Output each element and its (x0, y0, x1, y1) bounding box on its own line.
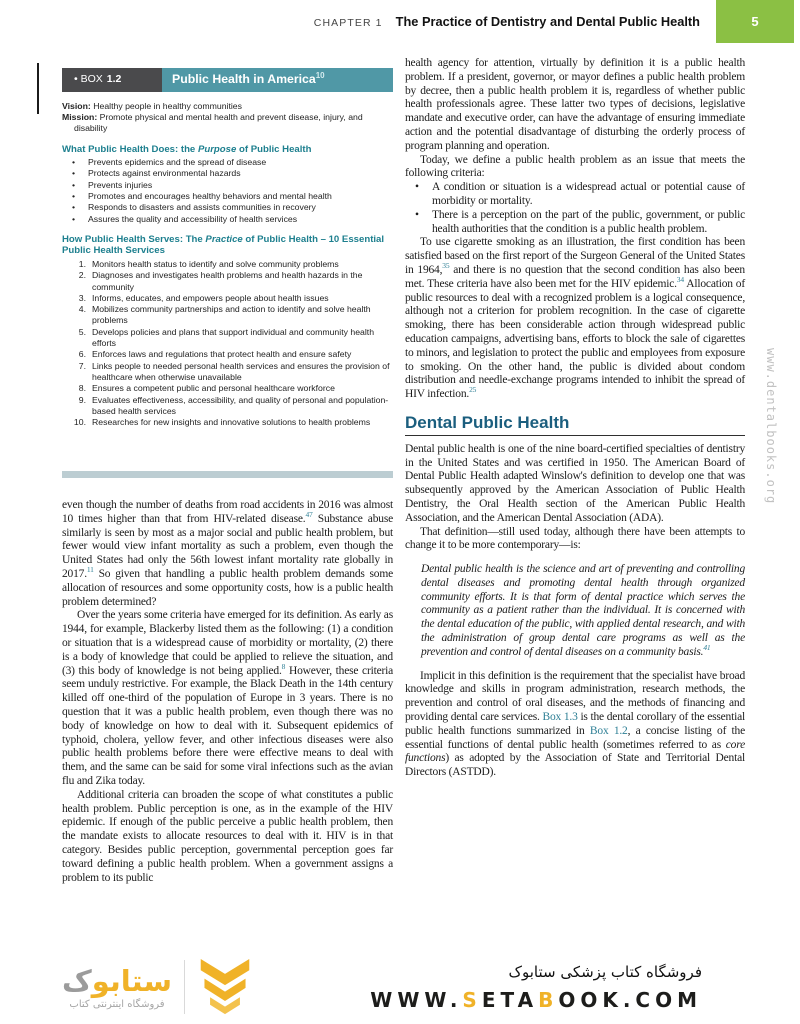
essential-service-item: Links people to needed personal health services and ensures the provision of healthcare when otherwise unavailable (92, 360, 390, 382)
text-segment: Substance abuse similarly is seen by most as a major social and public health problem, but fewer would view infant mortality as such a problem, even though the United States had only the 56th lowest infant mortality rate globally in 2017. (62, 512, 393, 580)
paragraph (405, 526, 745, 554)
text-segment: Today, we define a public health problem as an issue that meets the following criteria: (405, 153, 745, 180)
text-segment: 11 (86, 565, 94, 575)
chapter-title: The Practice of Dentistry and Dental Public Health (395, 14, 700, 29)
text-segment: B (538, 988, 559, 1012)
text-segment: , a concise listing of the essential functions of dental public health (sometimes referred to as (405, 724, 745, 751)
text-segment: To use cigarette smoking as an illustration, the first condition has been satisfied based on the first report of the Surgeon General of the United States in 1964, (405, 236, 745, 276)
text-segment: ستابو (91, 963, 173, 998)
site-url (370, 988, 702, 1012)
paragraph (405, 670, 745, 780)
box-header (62, 68, 393, 92)
text-segment: 34 (676, 274, 684, 284)
footer (0, 952, 800, 1024)
setabook-brand (62, 956, 253, 1018)
text-segment: even though the number of deaths from road accidents in 2016 was almost 10 times higher than that from HIV-related disease. (62, 499, 393, 525)
mission-label: Mission: (62, 112, 98, 123)
text-segment: Implicit in this definition is the requirement that the specialist have broad knowledge and skills in program administration, research methods, the prevention and control of oral diseases, and the methods of financing and providing dental care services. (405, 669, 745, 724)
essential-service-item: Researches for new insights and innovative solutions to health problems (92, 417, 371, 428)
essential-service-item: Evaluates effectiveness, accessibility, and quality of personal and population-based health services (92, 394, 389, 416)
text-segment: 25 (469, 385, 477, 395)
purpose-bullet-item: • Protects against environmental hazards (88, 168, 393, 179)
box-subheading-purpose (62, 144, 393, 156)
text-segment: However, these criteria seem unduly restrictive. For example, the Black Death in the 14th century killed off one-third of the population of Europe in 3 years. There is no question that it was a public health problem, even though there was no body of knowledge on how to deal with it. Subsequent epidemics of typhoid, cholera, yellow fever, and other infectious diseases were also public health problems before there were effective means to deal with them, and the same can be said for some viral infections such as the avian flu and Zika today. (62, 664, 393, 787)
box-title (162, 68, 393, 92)
essential-service-item: Enforces laws and regulations that protect health and ensure safety (92, 349, 352, 360)
box-label (62, 68, 162, 92)
site-name-persian: فروشگاه کتاب پزشکی ستابوک (508, 963, 702, 981)
setabook-logo-subtitle: فروشگاه اینترنتی کتاب (69, 998, 165, 1010)
paragraph (62, 609, 393, 788)
essential-services-list (62, 259, 393, 428)
site-text-block (370, 963, 702, 1012)
criteria-bullet-item: • A condition or situation is a widespread actual or potential cause of morbidity or mortality. (432, 181, 745, 209)
section-heading-rule (405, 435, 745, 436)
box-label-number: 1.2 (106, 73, 122, 85)
right-column-text-last (405, 670, 745, 780)
text-segment: of Public Health (236, 143, 312, 155)
text-segment: 41 (703, 643, 711, 653)
mission-line (62, 112, 393, 135)
watermark-url: www.dentalbooks.org (764, 348, 778, 505)
essential-service-item: Diagnoses and investigates health problems and health hazards in the community (92, 270, 363, 292)
essential-service-item: Informs, educates, and empowers people about health issues (92, 292, 329, 303)
box-subheading-practice (62, 234, 393, 257)
box-1-2 (62, 68, 393, 478)
box-title-text: Public Health in America (172, 72, 316, 86)
right-column-text-mid (405, 236, 745, 402)
mission-text: Promote physical and mental health and prevent disease, injury, and disability (74, 112, 363, 134)
criteria-bullet-item: • There is a perception on the part of the public, government, or public health authorities that the condition is a public health problem. (432, 209, 745, 237)
vision-text: Healthy people in healthy communities (93, 100, 242, 111)
essential-service-item: Mobilizes community partnerships and action to identify and solve health problems (92, 304, 371, 326)
text-segment: WWW. (370, 988, 463, 1012)
text-segment: So given that handling a public health problem demands some allocation of resources and some opportunity costs, how is a public health problem determined? (62, 567, 393, 608)
text-segment: Practice (205, 233, 243, 245)
box-label-prefix: • BOX (74, 73, 103, 85)
page-header (0, 0, 800, 43)
chapter-label: CHAPTER 1 (313, 17, 383, 29)
right-column-text-section (405, 443, 745, 553)
text-segment: 47 (305, 509, 313, 519)
text-segment: ک (62, 963, 92, 998)
text-segment: That definition—still used today, although there have been attempts to change it to be more contemporary—is: (405, 525, 745, 552)
criteria-bullet-list (405, 181, 745, 236)
right-column-text-top (405, 57, 745, 181)
text-segment: 8 (281, 661, 286, 671)
text-segment: OOK.COM (558, 988, 702, 1012)
paragraph (62, 499, 393, 609)
scan-artifact-line (37, 63, 39, 114)
purpose-bullet-item: • Prevents epidemics and the spread of disease (88, 157, 393, 168)
brand-divider (184, 960, 185, 1014)
setabook-wordmark (62, 965, 172, 997)
text-segment: core functions (405, 738, 745, 765)
setabook-chevron-logo (197, 956, 253, 1018)
text-segment: How Public Health Serves: The (62, 233, 206, 245)
box-body (62, 92, 393, 462)
section-heading-dental-public-health: Dental Public Health (405, 412, 570, 432)
text-segment: ) as adopted by the Association of State and Territorial Dental Directors (ASTDD). (405, 752, 745, 779)
purpose-bullet-item: • Promotes and encourages healthy behaviors and mental health (88, 191, 393, 202)
paragraph (405, 57, 745, 154)
text-segment: of Public Health – 10 Essential Public Health Services (62, 233, 385, 257)
paragraph (405, 236, 745, 402)
paragraph (405, 443, 745, 526)
box-reference-link: Box 1.3 (542, 711, 578, 724)
left-column-text (62, 499, 393, 885)
definition-quote (421, 563, 745, 660)
box-title-reference: 10 (315, 70, 325, 80)
box-bottom-bar (62, 471, 393, 478)
left-column (62, 68, 393, 885)
paragraph (62, 789, 393, 886)
text-segment: is the dental corollary of the essential public health functions summarized in (405, 711, 745, 737)
text-segment: Over the years some criteria have emerged for its definition. As early as 1944, for example, Blackerby listed them as the following: (1) a condition or situation that is a widespread cause of morbidity or mortality, (2) there is a body of knowledge that could be applied to relieve the situation, and (3) this body of knowledge is not being applied. (62, 609, 393, 677)
purpose-bullet-item: • Prevents injuries (88, 180, 393, 191)
text-segment: ETA (481, 988, 539, 1012)
text-segment: What Public Health Does: the (62, 143, 198, 155)
essential-service-item: Develops policies and plans that support individual and community health efforts (92, 326, 375, 349)
vision-label: Vision: (62, 100, 91, 111)
right-column (405, 57, 745, 780)
essential-service-item: Monitors health status to identify and solve community problems (92, 258, 339, 269)
text-segment: Additional criteria can broaden the scope of what constitutes a public health problem. Public perception is one, as in the example of the HIV epidemic. If enough of the public perceive a public health problem, then the mandate exists to allocate resources to deal with it. HIV is in that category. Besides public perception, governmental perception goes far toward defining a public health problem. When a government assigns a problem to its public (62, 788, 393, 884)
text-segment: Allocation of public resources to deal with a recognized problem is a logical consequence, although not a criterion for problem recognition. In the case of cigarette smoking, there has been considerable action through widespread public education campaigns, advertising bans, efforts to block the sale of cigarettes to minors, and legislation to protect the public and employees from exposure to smoking. On the other hand, the public is divided about condom distribution and needle-exchange programs intended to inhibit the spread of HIV infection. (405, 277, 745, 401)
purpose-bullet-item: • Responds to disasters and assists communities in recovery (88, 202, 393, 213)
text-segment: Dental public health is one of the nine board-certified specialties of dentistry in the United States and was certified in 1950. The American Board of Dental Public Health adapted Winslow's definition to develop one that was subsequently approved by the American Association of Public Health Dentistry, the Oral Health section of the American Public Health Association, and the American Dental Association (ADA). (405, 442, 745, 524)
paragraph (405, 154, 745, 182)
purpose-bullet-list (62, 157, 393, 225)
essential-service-item: Ensures a competent public and personal healthcare workforce (92, 383, 335, 394)
text-segment: and there is no question that the second condition has also been met. These criteria have also been met for the HIV epidemic. (405, 263, 745, 290)
vision-line (62, 101, 393, 112)
running-head (314, 14, 700, 29)
text-segment: S (462, 988, 482, 1012)
text-segment: 35 (442, 261, 450, 271)
text-segment: health agency for attention, virtually by definition it is a public health problem. If a president, governor, or mayor defines a public health problem by decree, then a public health problem it is, regardless of whether public health professionals agree. These latter two types of decisions, legislative mandate and executive order, can have the advantage of ensuring immediate action and the potential disadvantage of disturbing the orderly process of program planning and operation. (405, 57, 745, 152)
page-number-tab: 5 (716, 0, 794, 43)
text-segment: Dental public health is the science and art of preventing and controlling dental diseases and promoting dental health through organized community efforts. It is that form of dental practice which serves the community as a patient rather than the individual. It is concerned with the dental education of the public, with applied dental research, and with the administration of group dental care programs as well as the prevention and control of dental diseases on a community basis. (421, 563, 745, 658)
setabook-wordmark-block (62, 965, 172, 1010)
text-segment: Purpose (197, 143, 237, 155)
box-reference-link: Box 1.2 (589, 724, 628, 737)
purpose-bullet-item: • Assures the quality and accessibility of health services (88, 214, 393, 225)
